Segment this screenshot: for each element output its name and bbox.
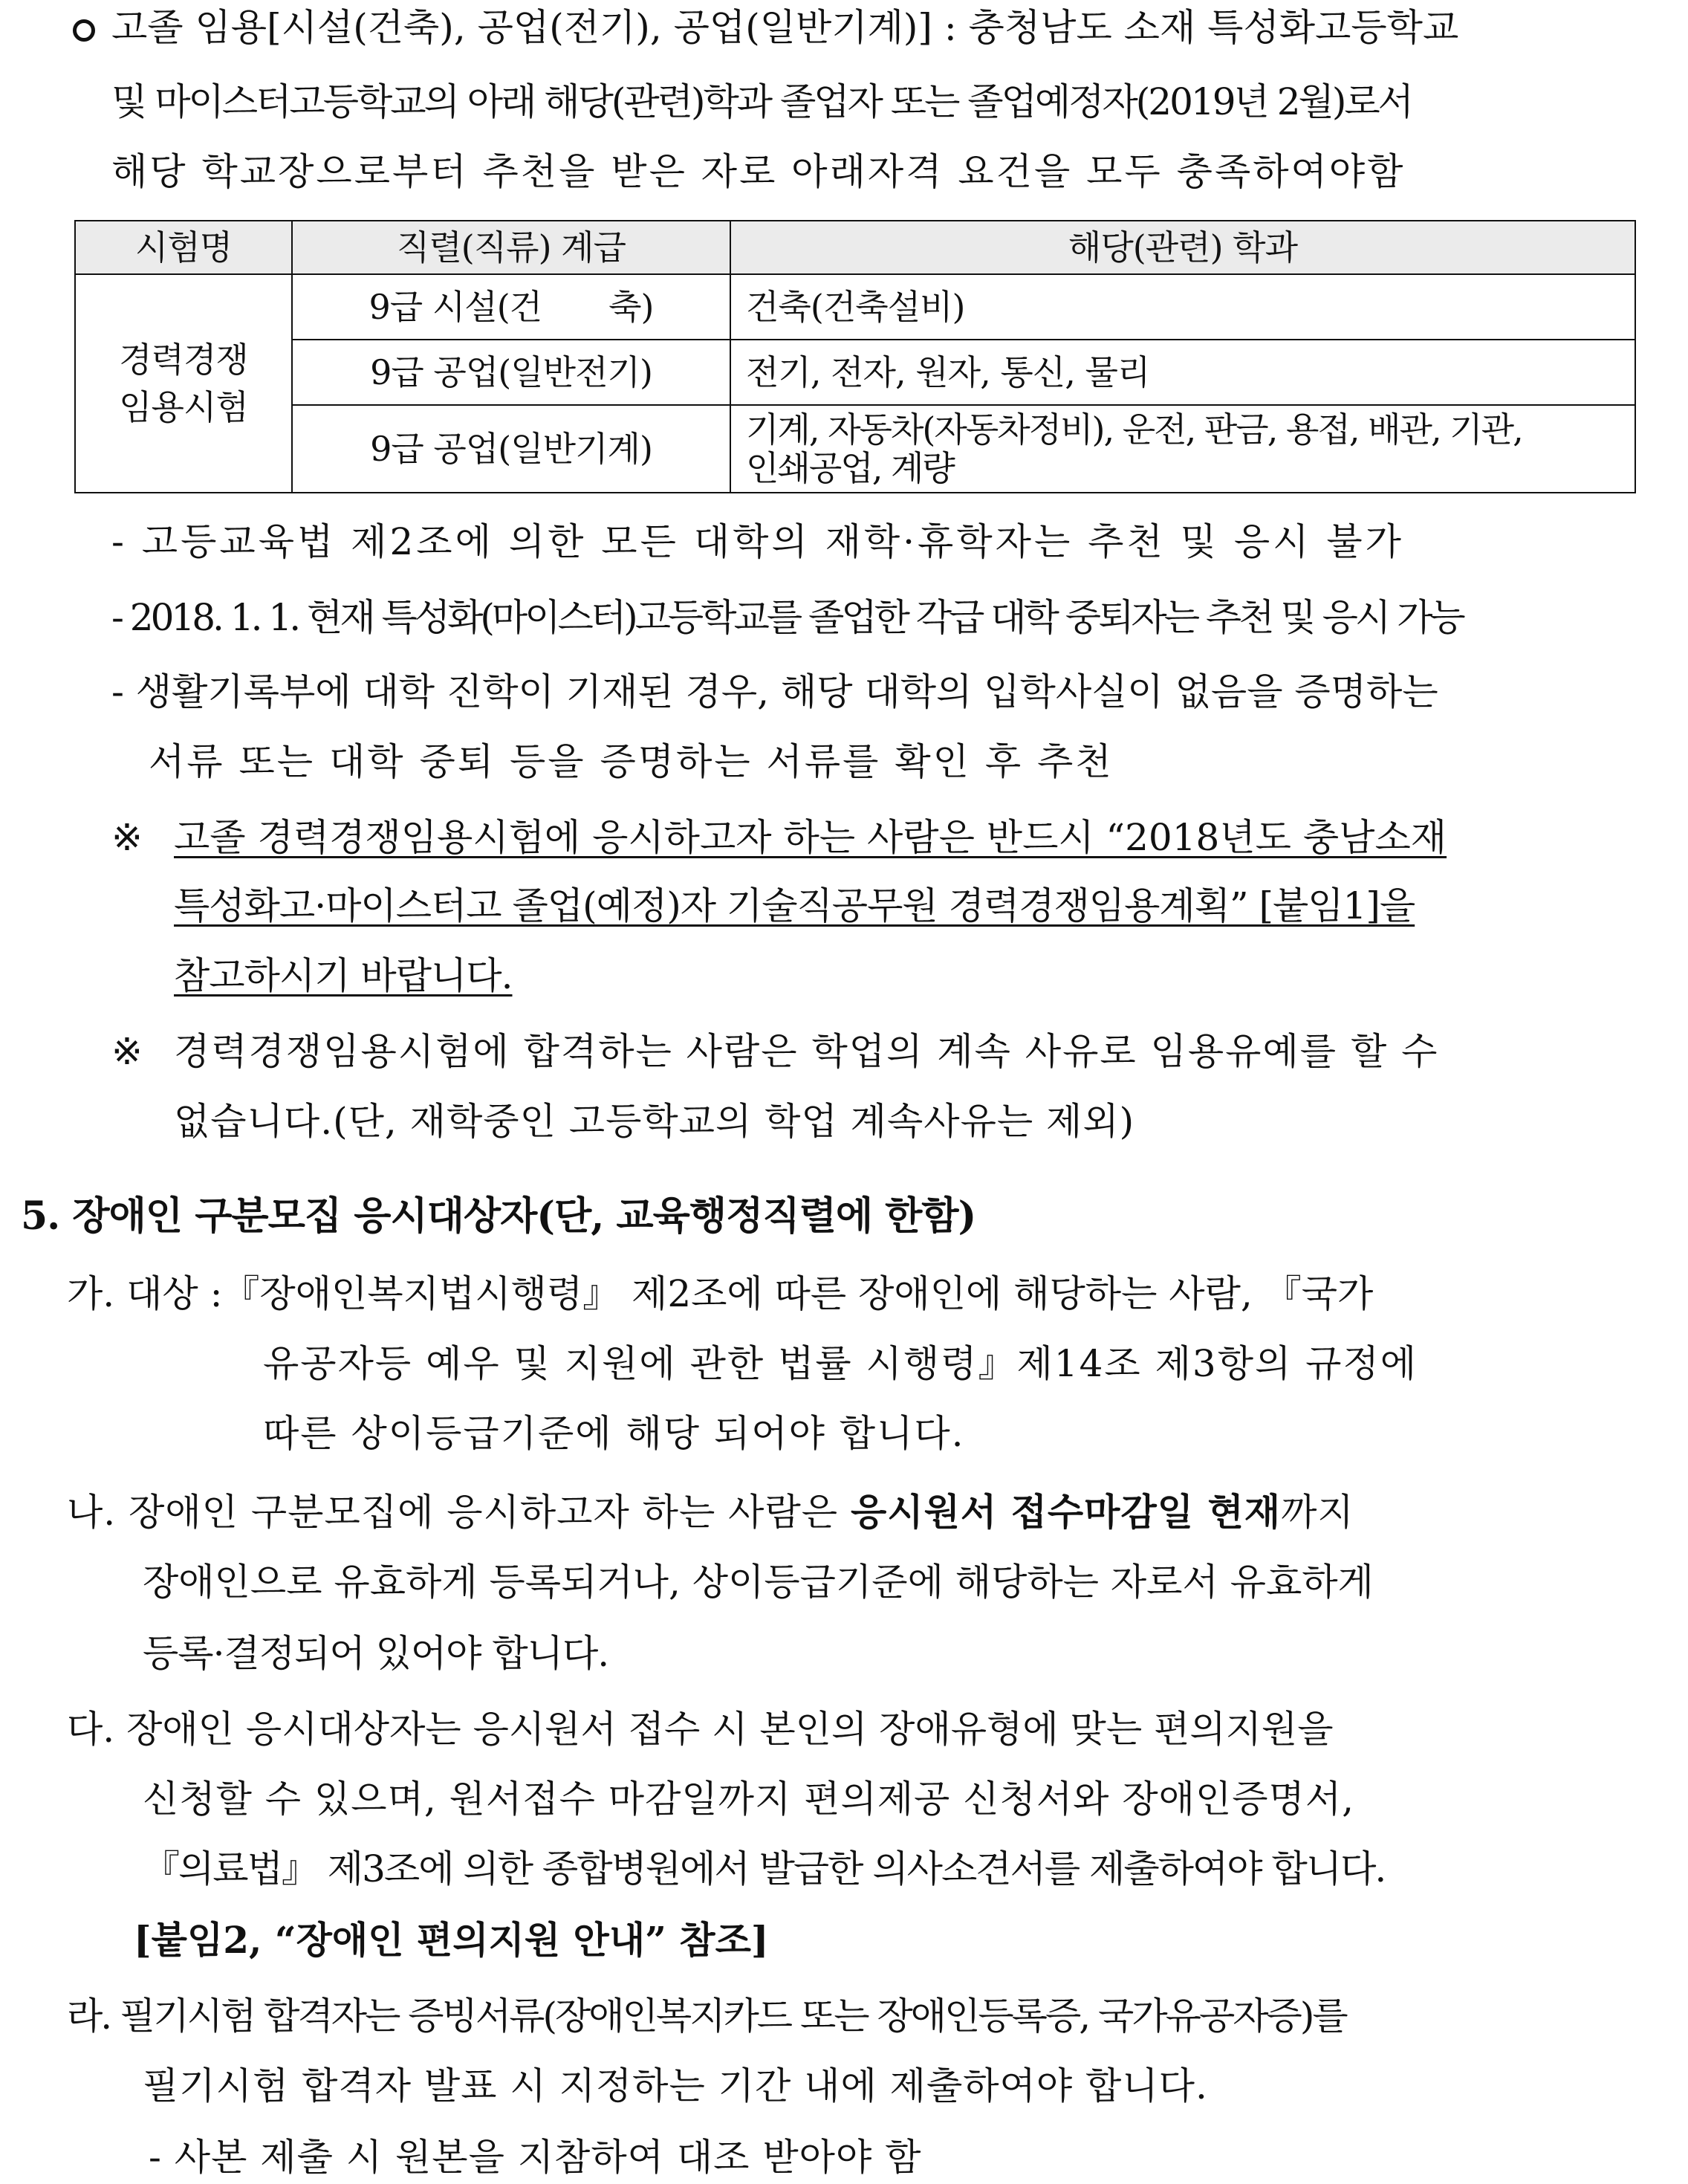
item-na-line-1-post: 까지 <box>1281 1491 1354 1534</box>
note-1-line-2: 특성화고·마이스터고 졸업(예정)자 기술직공무원 경력경쟁임용계획” [붙임1]을 <box>174 884 1415 927</box>
section-5-title: 5. 장애인 구분모집 응시대상자(단, 교육행정직렬에 한함) <box>21 1193 976 1239</box>
item-da-line-4: [붙임2, “장애인 편의지원 안내” 참조] <box>134 1918 769 1962</box>
item-na-line-2: 장애인으로 유효하게 등록되거나, 상이등급기준에 해당하는 자로서 유효하게 <box>143 1561 1374 1604</box>
note-2-line-1: 경력경쟁임용시험에 합격하는 사람은 학업의 계속 사유로 임용유예를 할 수 <box>174 1030 1439 1073</box>
exam-name-line-2: 임용시험 <box>119 387 248 427</box>
item-ga-line-2: 유공자등 예우 및 지원에 관한 법률 시행령』제14조 제3항의 규정에 <box>263 1342 1418 1385</box>
item-ra-line-3: - 사본 제출 시 원본을 지참하여 대조 받아야 함 <box>149 2136 922 2179</box>
department-cell: 건축(건축설비) <box>730 274 1635 340</box>
item-da-line-3: 『의료법』 제3조에 의한 종합병원에서 발급한 의사소견서를 제출하여야 합니다. <box>143 1847 1386 1890</box>
table-row <box>75 405 1635 493</box>
note-mark-2: ※ <box>111 1030 142 1073</box>
header-grade: 직렬(직류) 계급 <box>292 221 730 274</box>
department-cell: 전기, 전자, 원자, 통신, 물리 <box>730 340 1635 405</box>
item-ga-line-1: 가. 대상 :『장애인복지법시행령』 제2조에 따른 장애인에 해당하는 사람, 『국가 <box>67 1272 1374 1315</box>
item-da-line-2: 신청할 수 있으며, 원서접수 마감일까지 편의제공 신청서와 장애인증명서, <box>143 1778 1355 1821</box>
department-line-1: 기계, 자동차(자동차정비), 운전, 판금, 용접, 배관, 기관, <box>746 409 1522 450</box>
circle-bullet-icon <box>30 4 74 51</box>
header-exam-name: 시험명 <box>75 221 292 274</box>
item-na-line-1-pre: 나. 장애인 구분모집에 응시하고자 하는 사람은 <box>67 1491 851 1534</box>
note-1-line-3: 참고하시기 바랍니다. <box>174 954 513 997</box>
dash-item-3-line-2: 서류 또는 대학 중퇴 등을 증명하는 서류를 확인 후 추천 <box>149 740 1114 783</box>
intro-line-1: 고졸 임용[시설(건축), 공업(전기), 공업(일반기계)] : 충청남도 소재 특성화고등학교 <box>111 6 1459 49</box>
grade-cell: 9급 공업(일반기계) <box>292 405 730 493</box>
header-department: 해당(관련) 학과 <box>730 221 1635 274</box>
intro-line-3: 해당 학교장으로부터 추천을 받은 자로 아래자격 요건을 모두 충족하여야함 <box>111 150 1406 193</box>
dash-item-2: - 2018. 1. 1. 현재 특성화(마이스터)고등학교를 졸업한 각급 대학 중퇴자는 추천 및 응시 가능 <box>111 596 1463 639</box>
intro-line-2: 및 마이스터고등학교의 아래 해당(관련)학과 졸업자 또는 졸업예정자(2019년 2월)로서 <box>111 80 1412 123</box>
table-row <box>75 340 1635 405</box>
dash-item-3-line-1: - 생활기록부에 대학 진학이 기재된 경우, 해당 대학의 입학사실이 없음을 증명하는 <box>111 670 1438 713</box>
table-header-row <box>75 221 1635 274</box>
note-2-line-2: 없습니다.(단, 재학중인 고등학교의 학업 계속사유는 제외) <box>174 1100 1135 1143</box>
department-line-2: 인쇄공업, 계량 <box>746 448 954 488</box>
item-ga-line-3: 따른 상이등급기준에 해당 되어야 합니다. <box>263 1412 965 1455</box>
item-na-line-1 <box>67 1489 1354 1535</box>
exam-name-line-1: 경력경쟁 <box>119 340 248 380</box>
dash-item-1: - 고등교육법 제2조에 의한 모든 대학의 재학·휴학자는 추천 및 응시 불가 <box>111 520 1404 563</box>
table-row <box>75 274 1635 340</box>
grade-cell: 9급 공업(일반전기) <box>292 340 730 405</box>
qualification-table <box>74 220 1636 493</box>
note-1-line-1: 고졸 경력경쟁임용시험에 응시하고자 하는 사람은 반드시 “2018년도 충남소재 <box>174 816 1447 859</box>
item-da-line-1: 다. 장애인 응시대상자는 응시원서 접수 시 본인의 장애유형에 맞는 편의지원을 <box>67 1708 1334 1751</box>
item-na-line-3: 등록·결정되어 있어야 합니다. <box>143 1632 609 1675</box>
department-cell <box>730 405 1635 493</box>
item-na-line-1-bold: 응시원서 접수마감일 현재 <box>850 1490 1282 1534</box>
item-ra-line-1: 라. 필기시험 합격자는 증빙서류(장애인복지카드 또는 장애인등록증, 국가유공자증)를 <box>67 1995 1346 2038</box>
exam-name-cell <box>75 274 292 493</box>
grade-cell: 9급 시설(건 축) <box>292 274 730 340</box>
item-ra-line-2: 필기시험 합격자 발표 시 지정하는 기간 내에 제출하여야 합니다. <box>143 2064 1208 2107</box>
note-mark-1: ※ <box>111 816 142 859</box>
